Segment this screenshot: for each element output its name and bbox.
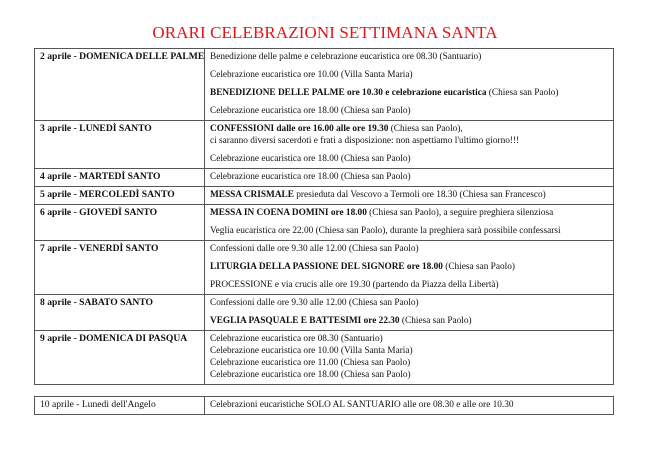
event-line bbox=[210, 243, 608, 255]
event-line bbox=[210, 123, 608, 147]
day-events bbox=[205, 49, 614, 121]
event-text-continued: ci saranno diversi sacerdoti e frati a disposizione: non aspettiamo l'ultimo giorno!!! bbox=[210, 136, 520, 146]
event-line bbox=[210, 333, 608, 345]
event-line bbox=[210, 153, 608, 165]
day-label: 10 aprile - Lunedì dell'Angelo bbox=[35, 397, 205, 415]
page-title: ORARI CELEBRAZIONI SETTIMANA SANTA bbox=[152, 23, 498, 42]
event-text: Celebrazione eucaristica ore 18.00 (Chiesa san Paolo) bbox=[210, 154, 411, 164]
event-highlight: BENEDIZIONE DELLE PALME ore 10.30 e celebrazione eucaristica bbox=[210, 88, 487, 98]
event-line bbox=[210, 207, 608, 219]
event-text: presieduta dal Vescovo a Termoli ore 18.30 (Chiesa san Francesco) bbox=[293, 190, 546, 200]
day-events bbox=[205, 241, 614, 295]
event-text: Celebrazione eucaristica ore 18.00 (Chiesa san Paolo) bbox=[210, 172, 411, 182]
day-row bbox=[35, 121, 614, 169]
day-label: 2 aprile - DOMENICA DELLE PALME bbox=[35, 49, 205, 121]
event-highlight: LITURGIA DELLA PASSIONE DEL SIGNORE ore 18.00 bbox=[210, 262, 443, 272]
event-text: (Chiesa san Paolo) bbox=[399, 316, 472, 326]
day-events bbox=[205, 169, 614, 187]
day-events bbox=[205, 397, 614, 415]
event-line bbox=[210, 189, 608, 201]
day-row bbox=[35, 187, 614, 205]
day-label: 7 aprile - VENERDÌ SANTO bbox=[35, 241, 205, 295]
event-text: (Chiesa san Paolo), bbox=[388, 124, 463, 134]
event-line bbox=[210, 297, 608, 309]
day-row bbox=[35, 331, 614, 385]
table-spacer bbox=[35, 385, 614, 397]
event-highlight: MESSA IN COENA DOMINI ore 18.00 bbox=[210, 208, 367, 218]
day-row bbox=[35, 49, 614, 121]
event-line bbox=[210, 87, 608, 99]
event-text: Confessioni dalle ore 9.30 alle 12.00 (Chiesa san Paolo) bbox=[210, 298, 419, 308]
event-line bbox=[210, 51, 608, 63]
event-highlight: MESSA CRISMALE bbox=[210, 190, 294, 200]
event-line bbox=[210, 225, 608, 237]
day-row bbox=[35, 169, 614, 187]
event-text: Confessioni dalle ore 9.30 alle 12.00 (Chiesa san Paolo) bbox=[210, 244, 419, 254]
event-text: Benedizione delle palme e celebrazione eucaristica ore 08.30 (Santuario) bbox=[210, 52, 482, 62]
day-row bbox=[35, 295, 614, 331]
day-events bbox=[205, 187, 614, 205]
day-label: 9 aprile - DOMENICA DI PASQUA bbox=[35, 331, 205, 385]
day-label: 6 aprile - GIOVEDÌ SANTO bbox=[35, 205, 205, 241]
event-line bbox=[210, 105, 608, 117]
event-text: Celebrazione eucaristica ore 10.00 (Villa Santa Maria) bbox=[210, 70, 413, 80]
day-events bbox=[205, 205, 614, 241]
event-line bbox=[210, 357, 608, 369]
schedule-body bbox=[35, 49, 614, 415]
day-row bbox=[35, 241, 614, 295]
day-events bbox=[205, 331, 614, 385]
event-line bbox=[210, 315, 608, 327]
spacer-cell bbox=[205, 385, 614, 397]
day-label: 3 aprile - LUNEDÌ SANTO bbox=[35, 121, 205, 169]
event-text: Celebrazione eucaristica ore 08.30 (Santuario) bbox=[210, 334, 383, 344]
event-line bbox=[210, 345, 608, 357]
event-text: (Chiesa san Paolo), a seguire preghiera silenziosa bbox=[366, 208, 554, 218]
event-line bbox=[210, 69, 608, 81]
event-text: Celebrazione eucaristica ore 18.00 (Chiesa san Paolo) bbox=[210, 106, 411, 116]
day-events bbox=[205, 121, 614, 169]
day-label: 4 aprile - MARTEDÌ SANTO bbox=[35, 169, 205, 187]
event-text: (Chiesa san Paolo) bbox=[442, 262, 515, 272]
event-line bbox=[210, 369, 608, 381]
event-text: Celebrazione eucaristica ore 10.00 (Villa Santa Maria) bbox=[210, 346, 413, 356]
event-line: Celebrazioni eucaristiche SOLO AL SANTUARIO alle ore 08.30 e alle ore 10.30 bbox=[210, 400, 514, 410]
day-row-last bbox=[35, 397, 614, 415]
event-line bbox=[210, 279, 608, 291]
event-highlight: VEGLIA PASQUALE E BATTESIMI ore 22.30 bbox=[210, 316, 400, 326]
event-highlight: CONFESSIONI dalle ore 16.00 alle ore 19.30 bbox=[210, 124, 389, 134]
day-label: 8 aprile - SABATO SANTO bbox=[35, 295, 205, 331]
day-events bbox=[205, 295, 614, 331]
event-text: Celebrazione eucaristica ore 18.00 (Chiesa san Paolo) bbox=[210, 370, 411, 380]
event-text: PROCESSIONE e via crucis alle ore 19.30 (partendo da Piazza della Libertà) bbox=[210, 280, 499, 290]
event-line bbox=[210, 261, 608, 273]
day-row bbox=[35, 205, 614, 241]
event-line bbox=[210, 171, 608, 183]
day-label: 5 aprile - MERCOLEDÌ SANTO bbox=[35, 187, 205, 205]
spacer-cell bbox=[35, 385, 205, 397]
schedule-table bbox=[34, 48, 614, 415]
event-text: Veglia eucaristica ore 22.00 (Chiesa san Paolo), durante la preghiera sarà possibile confessarsi bbox=[210, 226, 561, 236]
event-text: (Chiesa san Paolo) bbox=[486, 88, 559, 98]
event-text: Celebrazione eucaristica ore 11.00 (Chiesa san Paolo) bbox=[210, 358, 411, 368]
